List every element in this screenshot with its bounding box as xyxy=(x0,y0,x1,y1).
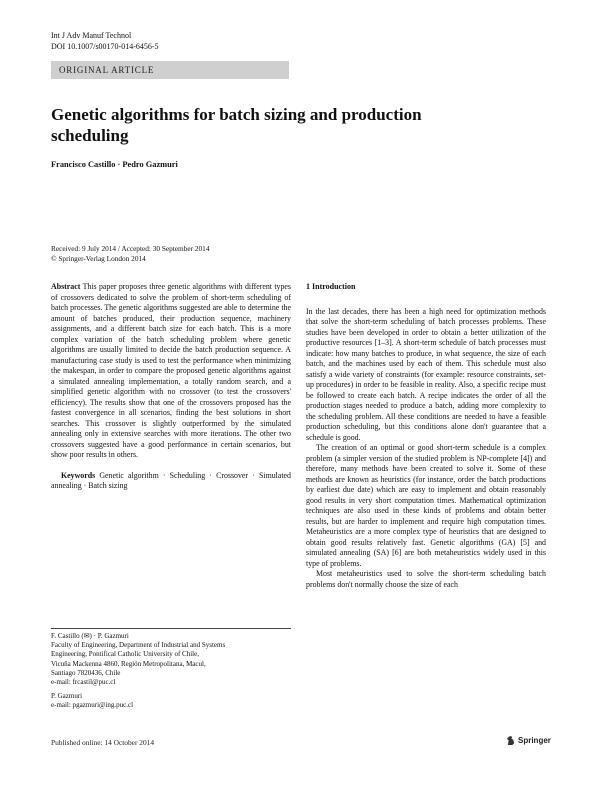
affiliation-footnote xyxy=(51,632,291,711)
abstract-text: This paper proposes three genetic algorithms with different types of crossovers dedicated to solve the problem of short-term scheduling of batch processes. The genetic algorithms suggested are able to determine the amount of batches produced, their production sequence, machinery assignments, and a different batch size for each batch. This is a more complex variation of the batch scheduling problem where genetic algorithms are usually limited to decide the batch production sequence. A manufacturing case study is used to test the performance when minimizing the makespan, in order to compare the proposed genetic algorithms against a simulated annealing implementation, a totally random search, and a simplified genetic algorithm with no crossover (to test the crossovers' efficiency). The results show that one of the crossovers proposed has the fastest convergence in all scenarios, finding the best solutions in short searches. This crossover is slightly outperformed by the simulated annealing only in extensive searches with more iterations. The other two crossovers suggested have a good performance in certain scenarios, but show poor results in others. xyxy=(51,282,291,459)
footnote-rule xyxy=(51,628,291,629)
abstract xyxy=(51,282,291,461)
affil-author-2: P. Gazmuri xyxy=(51,692,83,701)
published-online: Published online: 14 October 2014 xyxy=(51,738,155,747)
affil-street: Vicuña Mackenna 4860, Región Metropolitana, Macul, xyxy=(51,659,206,668)
affil-city: Santiago 7820436, Chile xyxy=(51,668,121,677)
abstract-label: Abstract xyxy=(51,282,81,291)
affil-email-2[interactable]: e-mail: pgazmuri@ing.puc.cl xyxy=(51,701,134,710)
affil-faculty: Faculty of Engineering, Department of Industrial and Systems xyxy=(51,641,226,650)
springer-horse-icon xyxy=(506,735,515,746)
doi: DOI 10.1007/s00170-014-6456-5 xyxy=(51,41,159,51)
intro-paragraph-2: The creation of an optimal or good short-term schedule is a complex problem (a simpler version of the studied problem is NP-complete [4]) and therefore, many methods have been created to solve it. Some of these methods are known as heuristics (for instance, order the batch productions by earliest due date) which are easy to implement and obtain reasonably good results in very short computation times. Mathematical optimization techniques are also used in these kinds of problems and obtain better results, but are harder to implement and require high computation times. Metaheuristics are a more complex type of heuristics that are designed to obtain good results relatively fast. Genetic algorithms (GA) [5] and simulated annealing (SA) [6] are both metaheuristics widely used in this type of problems. xyxy=(306,443,546,568)
section-heading-introduction: 1 Introduction xyxy=(306,282,356,291)
journal-name: Int J Adv Manuf Technol xyxy=(51,31,132,40)
authors: Francisco Castillo · Pedro Gazmuri xyxy=(51,160,178,169)
publisher-name: Springer xyxy=(518,736,551,745)
keywords-text: Genetic algorithm · Scheduling · Crossover · Simulated annealing · Batch sizing xyxy=(51,470,291,490)
article-type-banner: ORIGINAL ARTICLE xyxy=(51,61,289,79)
right-column xyxy=(306,282,546,590)
affil-email-1[interactable]: e-mail: frcastil@puc.cl xyxy=(51,678,116,687)
affiliation-block-1 xyxy=(51,632,291,687)
keywords-label: Keywords xyxy=(61,470,96,480)
paper-title: Genetic algorithms for batch sizing and production scheduling xyxy=(51,105,422,145)
received-accepted: Received: 9 July 2014 / Accepted: 30 September 2014 xyxy=(51,244,210,253)
affiliation-block-2 xyxy=(51,692,291,710)
left-column xyxy=(51,282,291,492)
intro-paragraph-1: In the last decades, there has been a high need for optimization methods that solve the short-term scheduling of batch processes problems. These studies have been developed in order to obtain a better utilization of the productive resources [1–3]. A short-term schedule of batch processes must indicate: how many batches to produce, in what sequence, the size of each batch, and the machines used by each of them. This schedule must also satisfy a wide variety of constraints (for example: resource constraints, set-up procedures) in order to be feasible in reality. Also, a specific recipe must be followed to create each batch. A recipe indicates the order of all the production stages needed to produce a batch, adding more complexity to the scheduling problem. All these conditions are needed to have a feasible production scheduling, but this conditions alone don't guarantee that a schedule is good. xyxy=(306,306,546,442)
journal-header xyxy=(51,31,159,52)
publication-dates xyxy=(51,244,209,264)
affil-university: Engineering, Pontifical Catholic University of Chile, xyxy=(51,650,199,659)
copyright: © Springer-Verlag London 2014 xyxy=(51,254,146,263)
intro-paragraph-3: Most metaheuristics used to solve the short-term scheduling batch problems don't normally choose the size of each xyxy=(306,569,546,589)
affil-authors: F. Castillo (✉) · P. Gazmuri xyxy=(51,632,129,640)
publisher-logo xyxy=(506,735,551,746)
keywords xyxy=(51,471,291,492)
